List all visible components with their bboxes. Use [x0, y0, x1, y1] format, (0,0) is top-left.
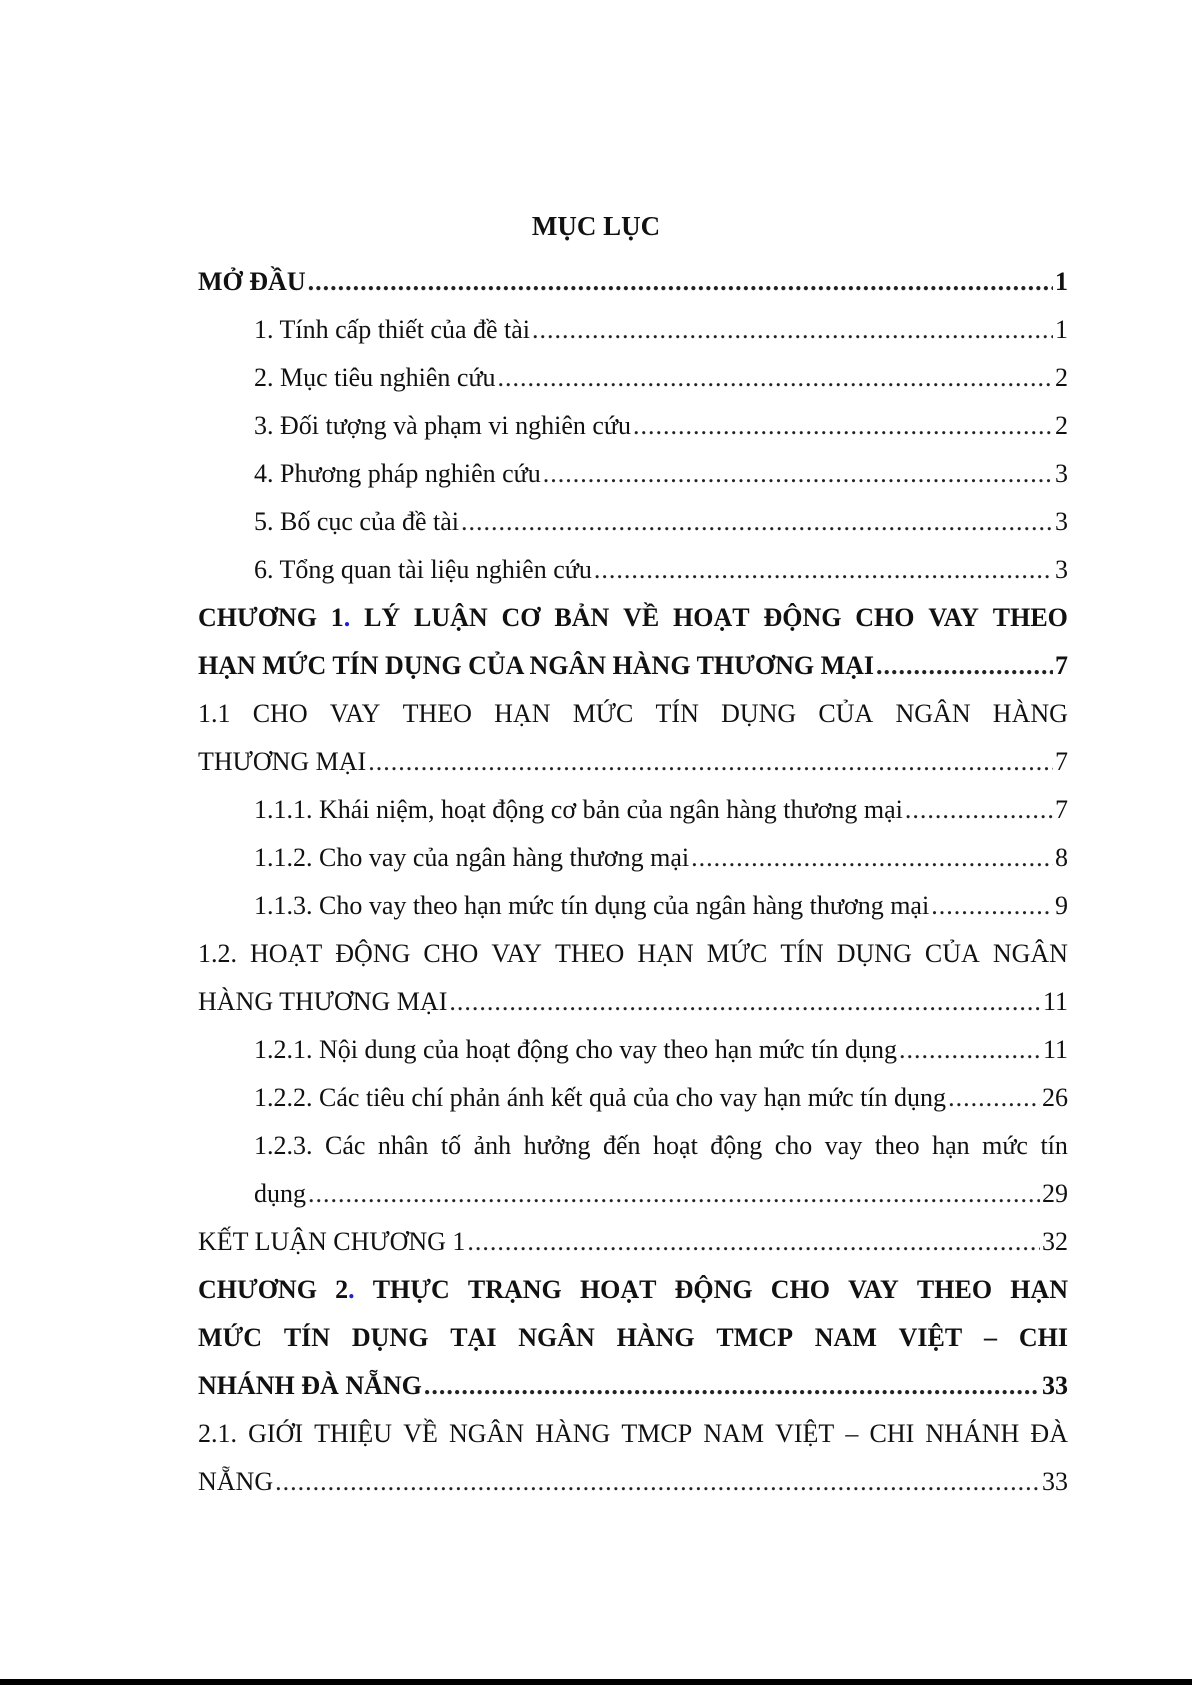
- toc-page-number: 33: [1042, 1467, 1068, 1496]
- dot-leader: [594, 546, 1053, 594]
- word: MỨC: [198, 1323, 263, 1352]
- word: ĐÀ: [1030, 1419, 1068, 1448]
- word: CHƯƠNG: [198, 603, 317, 632]
- word: NGÂN: [992, 939, 1068, 968]
- word: 1.1: [198, 699, 231, 728]
- toc-entry-1-1-2[interactable]: [198, 834, 1068, 882]
- toc-entry-label: 5. Bố cục của đề tài: [254, 507, 460, 536]
- toc-entry-1-2-line1[interactable]: [198, 930, 1068, 978]
- word: THIỆU: [314, 1419, 393, 1448]
- toc-page-number: 32: [1042, 1227, 1068, 1256]
- word: VAY: [848, 1275, 899, 1304]
- toc-entry-label: KẾT LUẬN CHƯƠNG 1: [198, 1227, 466, 1256]
- toc-page-number: 7: [1055, 747, 1068, 776]
- word: TÍN: [655, 699, 699, 728]
- word: HOẠT: [579, 1275, 657, 1304]
- word: HOẠT: [673, 603, 750, 632]
- toc-entry-label: 1.2.1. Nội dung của hoạt động cho vay theo hạn mức tín dụng: [254, 1035, 898, 1064]
- toc-entry-label: NẴNG: [198, 1467, 274, 1496]
- word: ĐỘNG: [763, 603, 842, 632]
- toc-entry-label: 1.2.2. Các tiêu chí phản ánh kết quả của cho vay hạn mức tín dụng: [254, 1083, 947, 1112]
- word: NHÁNH: [925, 1419, 1020, 1448]
- word: CỦA: [924, 939, 980, 968]
- dot-leader: [543, 450, 1053, 498]
- toc-entry-chapter-2-line2[interactable]: [198, 1314, 1068, 1362]
- word: VAY: [928, 603, 979, 632]
- word: TMCP: [716, 1323, 793, 1352]
- word: THỰC: [372, 1275, 450, 1304]
- toc-entry-1-1-1[interactable]: [198, 786, 1068, 834]
- toc-entry-label: MỞ ĐẦU: [198, 267, 306, 296]
- word: NGÂN: [895, 699, 971, 728]
- word: NGÂN: [518, 1323, 595, 1352]
- table-of-contents: [198, 258, 1068, 1506]
- toc-page-number: 9: [1055, 891, 1068, 920]
- toc-page-number: 3: [1055, 459, 1068, 488]
- toc-entry-2-1-line2[interactable]: [198, 1458, 1068, 1506]
- word: TÍN: [780, 939, 824, 968]
- word: TRẠNG: [467, 1275, 562, 1304]
- toc-page-number: 29: [1042, 1179, 1068, 1208]
- word: VAY: [491, 939, 542, 968]
- toc-entry-1-2-2[interactable]: [198, 1074, 1068, 1122]
- toc-entry-1-1-3[interactable]: [198, 882, 1068, 930]
- toc-entry-chapter-2-line1[interactable]: [198, 1266, 1068, 1314]
- word: LUẬN: [414, 603, 488, 632]
- word: HÀNG: [535, 1419, 611, 1448]
- word: CHO: [423, 939, 479, 968]
- toc-entry-1-2-3-line1[interactable]: [198, 1122, 1068, 1170]
- toc-entry-label: 1.1.2. Cho vay của ngân hàng thương mại: [254, 843, 690, 872]
- word: HẠN: [1010, 1275, 1068, 1304]
- toc-entry-6[interactable]: [198, 546, 1068, 594]
- toc-page-number: 11: [1042, 987, 1068, 1016]
- toc-entry-label: 6. Tổng quan tài liệu nghiên cứu: [254, 555, 592, 584]
- toc-page-number: 26: [1042, 1083, 1068, 1112]
- dot-leader: [275, 1458, 1040, 1506]
- word: TÍN: [283, 1323, 331, 1352]
- word: hạn: [932, 1131, 970, 1160]
- toc-page-number: 3: [1055, 507, 1068, 536]
- word: CƠ: [501, 603, 541, 632]
- dot-leader: [424, 1362, 1040, 1410]
- dot-leader: [461, 498, 1053, 546]
- word: HÀNG: [992, 699, 1068, 728]
- word: NGÂN: [448, 1419, 525, 1448]
- word: BẢN: [554, 603, 610, 632]
- toc-entry-1-1-line2[interactable]: [198, 738, 1068, 786]
- toc-entry-chapter-2-line3[interactable]: [198, 1362, 1068, 1410]
- toc-entry-label: 4. Phương pháp nghiên cứu: [254, 459, 541, 488]
- word: theo: [874, 1131, 920, 1160]
- toc-page-number: 7: [1055, 651, 1068, 680]
- dot-leader: [931, 882, 1053, 930]
- word: MỨC: [572, 699, 634, 728]
- toc-entry-3[interactable]: [198, 402, 1068, 450]
- toc-entry-4[interactable]: [198, 450, 1068, 498]
- word: cho: [774, 1131, 813, 1160]
- toc-page-number: 2: [1055, 363, 1068, 392]
- word: THEO: [992, 603, 1068, 632]
- toc-title: MỤC LỤC: [531, 211, 661, 241]
- word: Các: [324, 1131, 366, 1160]
- word: CHI: [1018, 1323, 1068, 1352]
- word: VỀ: [403, 1419, 438, 1448]
- word: GIỚI: [248, 1419, 303, 1448]
- word: 1.: [330, 603, 351, 632]
- toc-entry-2-1-line1[interactable]: [198, 1410, 1068, 1458]
- toc-entry-1-1-line1[interactable]: [198, 690, 1068, 738]
- toc-entry-1-2-1[interactable]: [198, 1026, 1068, 1074]
- word: DỤNG: [836, 939, 912, 968]
- word: động: [710, 1131, 763, 1160]
- word: 2.: [335, 1275, 355, 1304]
- toc-entry-label: 2. Mục tiêu nghiên cứu: [254, 363, 496, 392]
- toc-entry-label: HẠN MỨC TÍN DỤNG CỦA NGÂN HÀNG THƯƠNG MẠI: [198, 651, 874, 680]
- word: ĐỘNG: [674, 1275, 753, 1304]
- dot-leader: [948, 1074, 1040, 1122]
- word: –: [845, 1419, 859, 1448]
- word: MỨC: [706, 939, 768, 968]
- word: THEO: [916, 1275, 993, 1304]
- word: VIỆT: [775, 1419, 835, 1448]
- toc-entry-label: 3. Đối tượng và phạm vi nghiên cứu: [254, 411, 631, 440]
- toc-page-number: 1: [1055, 315, 1068, 344]
- toc-entry-1[interactable]: [198, 306, 1068, 354]
- toc-page-number: 11: [1042, 1035, 1068, 1064]
- toc-page-number: 2: [1055, 411, 1068, 440]
- dot-leader: [905, 786, 1053, 834]
- word: tín: [1040, 1131, 1068, 1160]
- dot-leader: [368, 738, 1053, 786]
- page-bottom-edge: [0, 1679, 1192, 1685]
- word: CỦA: [818, 699, 874, 728]
- word: hưởng: [523, 1131, 591, 1160]
- word: LÝ: [364, 603, 401, 632]
- toc-entry-label: 1.1.3. Cho vay theo hạn mức tín dụng của ngân hàng thương mại: [254, 891, 930, 920]
- dot-leader: [308, 258, 1053, 306]
- word: ĐỘNG: [335, 939, 411, 968]
- dot-leader: [467, 1218, 1040, 1266]
- word: DỤNG: [721, 699, 797, 728]
- dot-leader: [308, 1170, 1040, 1218]
- toc-page-number: 3: [1055, 555, 1068, 584]
- word: VIỆT: [898, 1323, 963, 1352]
- word: hoạt: [653, 1131, 698, 1160]
- toc-entry-1-2-3-line2[interactable]: [198, 1170, 1068, 1218]
- word: 1.2.: [198, 939, 237, 968]
- toc-entry-label: dụng: [254, 1179, 306, 1208]
- word: tố: [440, 1131, 462, 1160]
- word: CHƯƠNG: [198, 1275, 317, 1304]
- word: 1.2.3.: [254, 1131, 313, 1160]
- toc-entry-chapter-1-line1[interactable]: [198, 594, 1068, 642]
- dot-leader: [449, 978, 1041, 1026]
- word: THEO: [402, 699, 472, 728]
- toc-entry-5[interactable]: [198, 498, 1068, 546]
- toc-page-number: 1: [1055, 267, 1068, 296]
- word: NAM: [814, 1323, 877, 1352]
- toc-entry-label: HÀNG THƯƠNG MẠI: [198, 987, 448, 1016]
- toc-page-number: 33: [1042, 1371, 1068, 1400]
- word: ảnh: [473, 1131, 512, 1160]
- toc-entry-label: NHÁNH ĐÀ NẴNG: [198, 1371, 422, 1400]
- word: VỀ: [623, 603, 660, 632]
- word: HÀNG: [616, 1323, 695, 1352]
- word: vay: [824, 1131, 863, 1160]
- word: DỤNG: [351, 1323, 429, 1352]
- word: TMCP: [621, 1419, 693, 1448]
- word: TẠI: [450, 1323, 497, 1352]
- word: đến: [603, 1131, 641, 1160]
- toc-entry-mo-dau[interactable]: [198, 258, 1068, 306]
- toc-page-number: 8: [1055, 843, 1068, 872]
- dot-leader: [876, 642, 1053, 690]
- toc-entry-label: THƯƠNG MẠI: [198, 747, 367, 776]
- word: HOẠT: [250, 939, 323, 968]
- word: HẠN: [494, 699, 551, 728]
- word: CHO: [770, 1275, 831, 1304]
- word: CHO: [252, 699, 308, 728]
- word: VAY: [329, 699, 381, 728]
- toc-entry-2[interactable]: [198, 354, 1068, 402]
- toc-entry-label: 1. Tính cấp thiết của đề tài: [254, 315, 531, 344]
- word: HẠN: [637, 939, 694, 968]
- word: 2.1.: [198, 1419, 237, 1448]
- word: –: [984, 1323, 998, 1352]
- dot-leader: [532, 306, 1053, 354]
- dot-leader: [691, 834, 1053, 882]
- toc-entry-ket-luan-1[interactable]: [198, 1218, 1068, 1266]
- dot-leader: [498, 354, 1053, 402]
- dot-leader: [899, 1026, 1041, 1074]
- toc-entry-1-2-line2[interactable]: [198, 978, 1068, 1026]
- word: mức: [982, 1131, 1028, 1160]
- toc-page-number: 7: [1055, 795, 1068, 824]
- toc-entry-chapter-1-line2[interactable]: [198, 642, 1068, 690]
- word: nhân: [377, 1131, 429, 1160]
- toc-entry-label: 1.1.1. Khái niệm, hoạt động cơ bản của ngân hàng thương mại: [254, 795, 903, 824]
- word: CHI: [869, 1419, 915, 1448]
- word: THEO: [554, 939, 625, 968]
- word: CHO: [855, 603, 915, 632]
- word: NAM: [703, 1419, 764, 1448]
- dot-leader: [633, 402, 1053, 450]
